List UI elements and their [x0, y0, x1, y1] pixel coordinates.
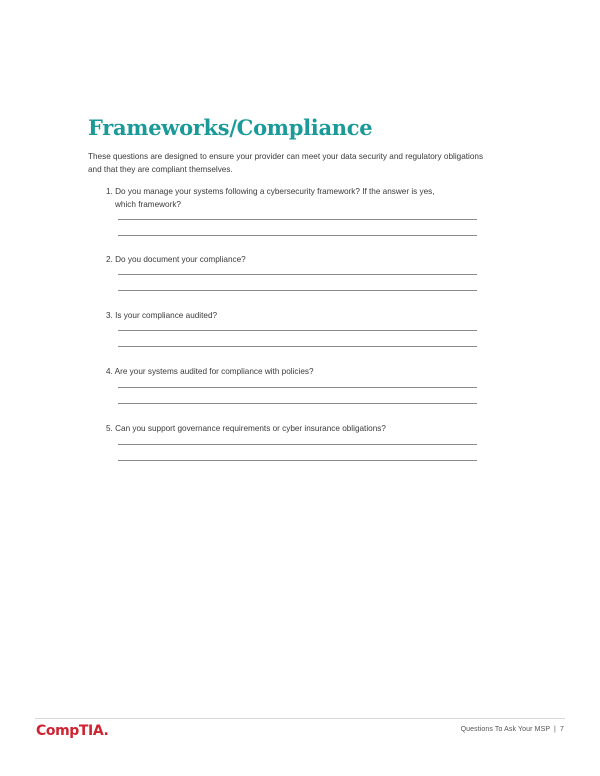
footer-doc-title: Questions To Ask Your MSP	[460, 726, 550, 733]
page-number: 7	[560, 726, 564, 733]
answer-line	[118, 444, 477, 445]
answer-line	[118, 235, 477, 236]
question-2-text: 2. Do you document your compliance?	[106, 255, 246, 264]
footer-divider	[35, 718, 565, 719]
footer-caption	[461, 726, 564, 733]
footer-separator: |	[554, 726, 556, 733]
answer-line	[118, 219, 477, 220]
question-1-text: 1. Do you manage your systems following a cybersecurity framework? If the answer is yes,	[106, 187, 435, 196]
question-5-text: 5. Can you support governance requirements or cyber insurance obligations?	[106, 424, 386, 433]
answer-line	[118, 346, 477, 347]
question-4-text: 4. Are your systems audited for compliance with policies?	[106, 367, 314, 376]
answer-line	[118, 330, 477, 331]
answer-line	[118, 387, 477, 388]
answer-line	[118, 290, 477, 291]
answer-line	[118, 403, 477, 404]
question-1-text-continued: which framework?	[115, 199, 181, 209]
answer-line	[118, 460, 477, 461]
question-2	[106, 254, 486, 267]
question-1	[106, 186, 486, 211]
comptia-logo: CompTIA.	[36, 723, 109, 739]
intro-paragraph: These questions are designed to ensure your provider can meet your data security and regulatory obligations and that they are compliant themselves.	[88, 152, 484, 174]
question-4	[106, 366, 486, 379]
page-title: Frameworks/Compliance	[88, 115, 373, 140]
answer-line	[118, 274, 477, 275]
question-3-text: 3. Is your compliance audited?	[106, 311, 218, 320]
question-3	[106, 310, 486, 323]
question-5	[106, 423, 486, 436]
